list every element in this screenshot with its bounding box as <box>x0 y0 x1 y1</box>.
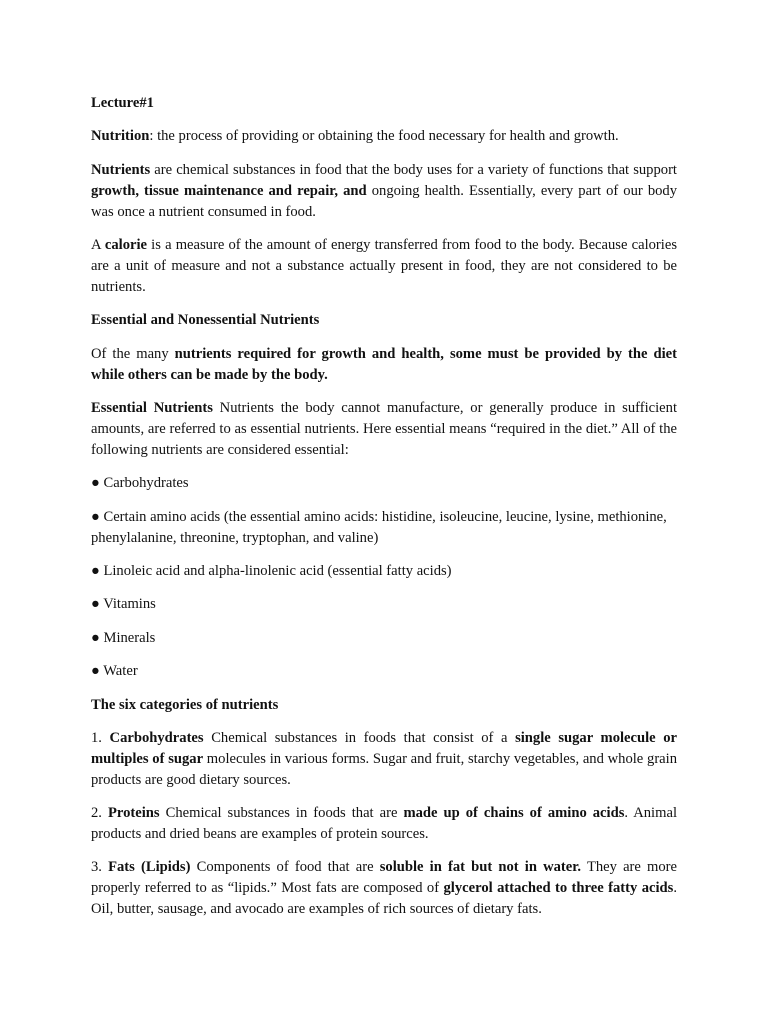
carbohydrates-term: Carbohydrates <box>109 729 204 746</box>
fats-bold-2: glycerol attached to three fatty acids <box>443 880 674 897</box>
proteins-number: 2. <box>91 805 108 822</box>
fats-number: 3. <box>91 859 109 876</box>
list-item: ● Certain amino acids (the essential amino acids: histidine, isoleucine, leucine, lysine, methionine, phenylalanine, threonine, tryptophan, and valine) <box>91 508 667 546</box>
of-the-many-paragraph <box>91 344 677 386</box>
essential-nutrients-text: Nutrients the body cannot manufacture, or generally produce in sufficient amounts, are referred to as essential nutrients. Here essential means “required in the diet.” All of the following nutrients are considered essential: <box>91 399 677 458</box>
proteins-text-2: . Animal products and dried beans are examples of protein sources. <box>91 805 677 843</box>
nutrients-text-2: ongoing health. Essentially, every part of our body was once a nutrient consumed in food. <box>91 182 678 220</box>
list-item: ● Vitamins <box>91 596 156 613</box>
document-page <box>91 93 677 933</box>
calorie-text: is a measure of the amount of energy transferred from food to the body. Because calories are a unit of measure and not a substance actually present in food, they are not considered to be nutrients. <box>91 237 677 295</box>
nutrition-definition: : the process of providing or obtaining the food necessary for health and growth. <box>149 128 619 145</box>
nutrition-term: Nutrition <box>91 128 150 145</box>
calorie-paragraph <box>91 235 677 298</box>
of-the-many-text: Of the many <box>91 345 175 362</box>
fats-text-3: . Oil, butter, sausage, and avocado are examples of rich sources of dietary fats. <box>91 880 677 918</box>
calorie-term: calorie <box>104 237 148 254</box>
nutrients-term: Nutrients <box>91 161 151 178</box>
proteins-bold-1: made up of chains of amino acids <box>403 805 625 822</box>
fats-text-1: Components of food that are <box>190 859 380 876</box>
nutrients-text-1: are chemical substances in food that the body uses for a variety of functions that support <box>150 161 677 178</box>
carbohydrates-bold-1: single sugar molecule or multiples of sugar <box>91 729 678 767</box>
calorie-prefix: A <box>91 237 105 254</box>
lecture-title: Lecture#1 <box>91 95 154 111</box>
fats-paragraph <box>91 857 677 920</box>
proteins-term: Proteins <box>107 805 160 822</box>
essential-heading: Essential and Nonessential Nutrients <box>91 312 320 329</box>
essential-nutrients-paragraph <box>91 398 677 461</box>
nutrients-paragraph <box>91 160 677 223</box>
carbohydrates-number: 1. <box>91 729 110 746</box>
fats-text-2: They are more properly referred to as “lipids.” Most fats are composed of <box>91 859 678 897</box>
nutrition-paragraph <box>91 126 677 147</box>
essential-nutrients-term: Essential Nutrients <box>91 399 213 416</box>
carbohydrates-paragraph <box>91 728 677 791</box>
of-the-many-bold: nutrients required for growth and health, some must be provided by the diet while others can be made by the body. <box>91 345 677 383</box>
list-item: ● Water <box>91 663 138 680</box>
list-item: ● Minerals <box>91 629 156 646</box>
proteins-paragraph <box>91 803 677 845</box>
fats-term: Fats (Lipids) <box>108 859 191 876</box>
proteins-text-1: Chemical substances in foods that are <box>159 805 404 822</box>
list-item: ● Linoleic acid and alpha-linolenic acid (essential fatty acids) <box>91 562 452 579</box>
nutrients-bold-1: growth, tissue maintenance and repair, and <box>91 182 367 199</box>
list-item: ● Carbohydrates <box>91 475 189 492</box>
fats-bold-1: soluble in fat but not in water. <box>379 859 582 876</box>
carbohydrates-text-2: molecules in various forms. Sugar and fruit, starchy vegetables, and whole grain products are good dietary sources. <box>91 750 678 788</box>
carbohydrates-text-1: Chemical substances in foods that consist of a <box>203 729 516 746</box>
six-categories-heading: The six categories of nutrients <box>91 696 279 713</box>
